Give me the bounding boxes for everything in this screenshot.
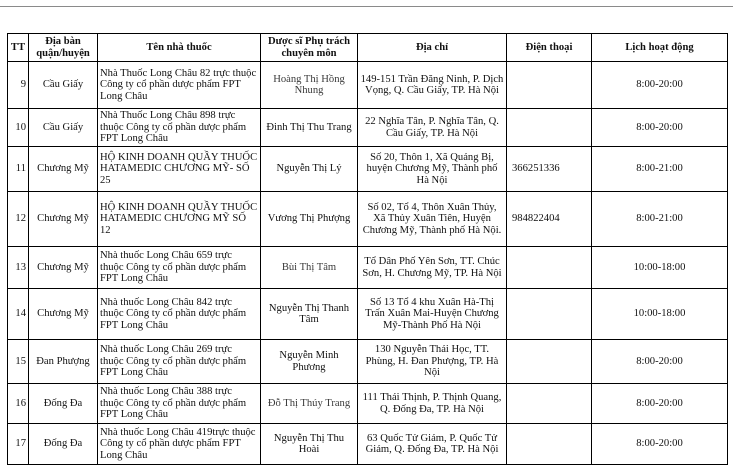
- cell-name: Nhà thuốc Long Châu 419trực thuộc Công ty cổ phần dược phẩm FPT Long Châu: [98, 424, 261, 465]
- cell-name: Nhà Thuốc Long Châu 82 trực thuộc Công ty cổ phần dược phẩm FPT Long Châu: [98, 62, 261, 109]
- cell-name: HỘ KINH DOANH QUẦY THUỐC HATAMEDIC CHƯƠNG MỸ SỐ 12: [98, 192, 261, 247]
- cell-pharmacist: Đỗ Thị Thúy Trang: [261, 384, 358, 424]
- header-tt: TT: [8, 34, 29, 62]
- cell-address: 63 Quốc Tử Giám, P. Quốc Tử Giám, Q. Đống Đa, TP. Hà Nội: [358, 424, 507, 465]
- cell-area: Chương Mỹ: [29, 147, 98, 192]
- cell-phone: [507, 109, 592, 147]
- cell-tt: 15: [8, 340, 29, 384]
- cell-tt: 16: [8, 384, 29, 424]
- cell-hours: 10:00-18:00: [592, 247, 728, 289]
- cell-tt: 10: [8, 109, 29, 147]
- cell-area: Đống Đa: [29, 424, 98, 465]
- table-header-row: [8, 34, 728, 62]
- cell-address: 22 Nghĩa Tân, P. Nghĩa Tân, Q. Cầu Giấy, TP. Hà Nội: [358, 109, 507, 147]
- cell-address: Số 20, Thôn 1, Xã Quảng Bị, huyện Chương Mỹ, Thành phố Hà Nội: [358, 147, 507, 192]
- cell-address: Số 13 Tổ 4 khu Xuân Hà-Thị Trấn Xuân Mai-Huyện Chương Mỹ-Thành Phố Hà Nội: [358, 289, 507, 340]
- cell-area: Cầu Giấy: [29, 62, 98, 109]
- cell-address: 149-151 Trần Đăng Ninh, P. Dịch Vọng, Q. Cầu Giấy, TP. Hà Nội: [358, 62, 507, 109]
- cell-pharmacist: Bùi Thị Tâm: [261, 247, 358, 289]
- cell-name: Nhà thuốc Long Châu 659 trực thuộc Công ty cổ phần dược phẩm FPT Long Châu: [98, 247, 261, 289]
- pharmacy-table: [7, 33, 728, 465]
- cell-phone: [507, 424, 592, 465]
- cell-address: 130 Nguyễn Thái Học, TT. Phùng, H. Đan Phượng, TP. Hà Nội: [358, 340, 507, 384]
- cell-name: Nhà thuốc Long Châu 842 trực thuộc Công ty cổ phần dược phẩm FPT Long Châu: [98, 289, 261, 340]
- page-top-rule: [0, 6, 733, 7]
- cell-address: Số 02, Tổ 4, Thôn Xuân Thủy, Xã Thủy Xuân Tiên, Huyện Chương Mỹ, Thành phố Hà Nội.: [358, 192, 507, 247]
- cell-name: Nhà Thuốc Long Châu 898 trực thuộc Công ty cổ phần dược phẩm FPT Long Châu: [98, 109, 261, 147]
- cell-phone: [507, 384, 592, 424]
- cell-name: Nhà thuốc Long Châu 269 trực thuộc Công ty cổ phần dược phẩm FPT Long Châu: [98, 340, 261, 384]
- cell-hours: 10:00-18:00: [592, 289, 728, 340]
- cell-tt: 14: [8, 289, 29, 340]
- cell-phone: 984822404: [507, 192, 592, 247]
- cell-hours: 8:00-20:00: [592, 62, 728, 109]
- cell-area: Chương Mỹ: [29, 247, 98, 289]
- cell-area: Đống Đa: [29, 384, 98, 424]
- cell-area: Đan Phượng: [29, 340, 98, 384]
- cell-pharmacist: Nguyễn Thị Thu Hoài: [261, 424, 358, 465]
- cell-address: Tổ Dân Phố Yên Sơn, TT. Chúc Sơn, H. Chương Mỹ, TP. Hà Nội: [358, 247, 507, 289]
- cell-pharmacist: Hoàng Thị Hồng Nhung: [261, 62, 358, 109]
- cell-phone: [507, 62, 592, 109]
- table-row: [8, 289, 728, 340]
- cell-hours: 8:00-20:00: [592, 424, 728, 465]
- cell-pharmacist: Đinh Thị Thu Trang: [261, 109, 358, 147]
- cell-hours: 8:00-21:00: [592, 147, 728, 192]
- header-name: Tên nhà thuốc: [98, 34, 261, 62]
- cell-pharmacist: Nguyễn Thị Thanh Tâm: [261, 289, 358, 340]
- cell-name: Nhà thuốc Long Châu 388 trực thuộc Công ty cổ phần dược phẩm FPT Long Châu: [98, 384, 261, 424]
- cell-hours: 8:00-20:00: [592, 340, 728, 384]
- table-row: [8, 192, 728, 247]
- cell-tt: 17: [8, 424, 29, 465]
- table-row: [8, 62, 728, 109]
- header-phone: Điện thoại: [507, 34, 592, 62]
- cell-hours: 8:00-21:00: [592, 192, 728, 247]
- cell-phone: [507, 340, 592, 384]
- cell-address: 111 Thái Thịnh, P. Thịnh Quang, Q. Đống Đa, TP. Hà Nội: [358, 384, 507, 424]
- cell-area: Chương Mỹ: [29, 192, 98, 247]
- table-row: [8, 109, 728, 147]
- header-area: Địa bàn quận/huyện: [29, 34, 98, 62]
- cell-tt: 13: [8, 247, 29, 289]
- header-pharmacist: Dược sĩ Phụ trách chuyên môn: [261, 34, 358, 62]
- cell-name: HỘ KINH DOANH QUẦY THUỐC HATAMEDIC CHƯƠNG MỸ- SỐ 25: [98, 147, 261, 192]
- header-hours: Lịch hoạt động: [592, 34, 728, 62]
- cell-pharmacist: Nguyễn Thị Lý: [261, 147, 358, 192]
- cell-tt: 9: [8, 62, 29, 109]
- cell-area: Chương Mỹ: [29, 289, 98, 340]
- cell-phone: [507, 247, 592, 289]
- table-row: [8, 247, 728, 289]
- table-row: [8, 424, 728, 465]
- cell-pharmacist: Vương Thị Phượng: [261, 192, 358, 247]
- cell-area: Cầu Giấy: [29, 109, 98, 147]
- table-row: [8, 384, 728, 424]
- cell-pharmacist: Nguyễn Minh Phương: [261, 340, 358, 384]
- table-row: [8, 147, 728, 192]
- header-address: Địa chỉ: [358, 34, 507, 62]
- table-row: [8, 340, 728, 384]
- cell-phone: [507, 289, 592, 340]
- cell-tt: 11: [8, 147, 29, 192]
- cell-hours: 8:00-20:00: [592, 384, 728, 424]
- cell-phone: 366251336: [507, 147, 592, 192]
- cell-tt: 12: [8, 192, 29, 247]
- cell-hours: 8:00-20:00: [592, 109, 728, 147]
